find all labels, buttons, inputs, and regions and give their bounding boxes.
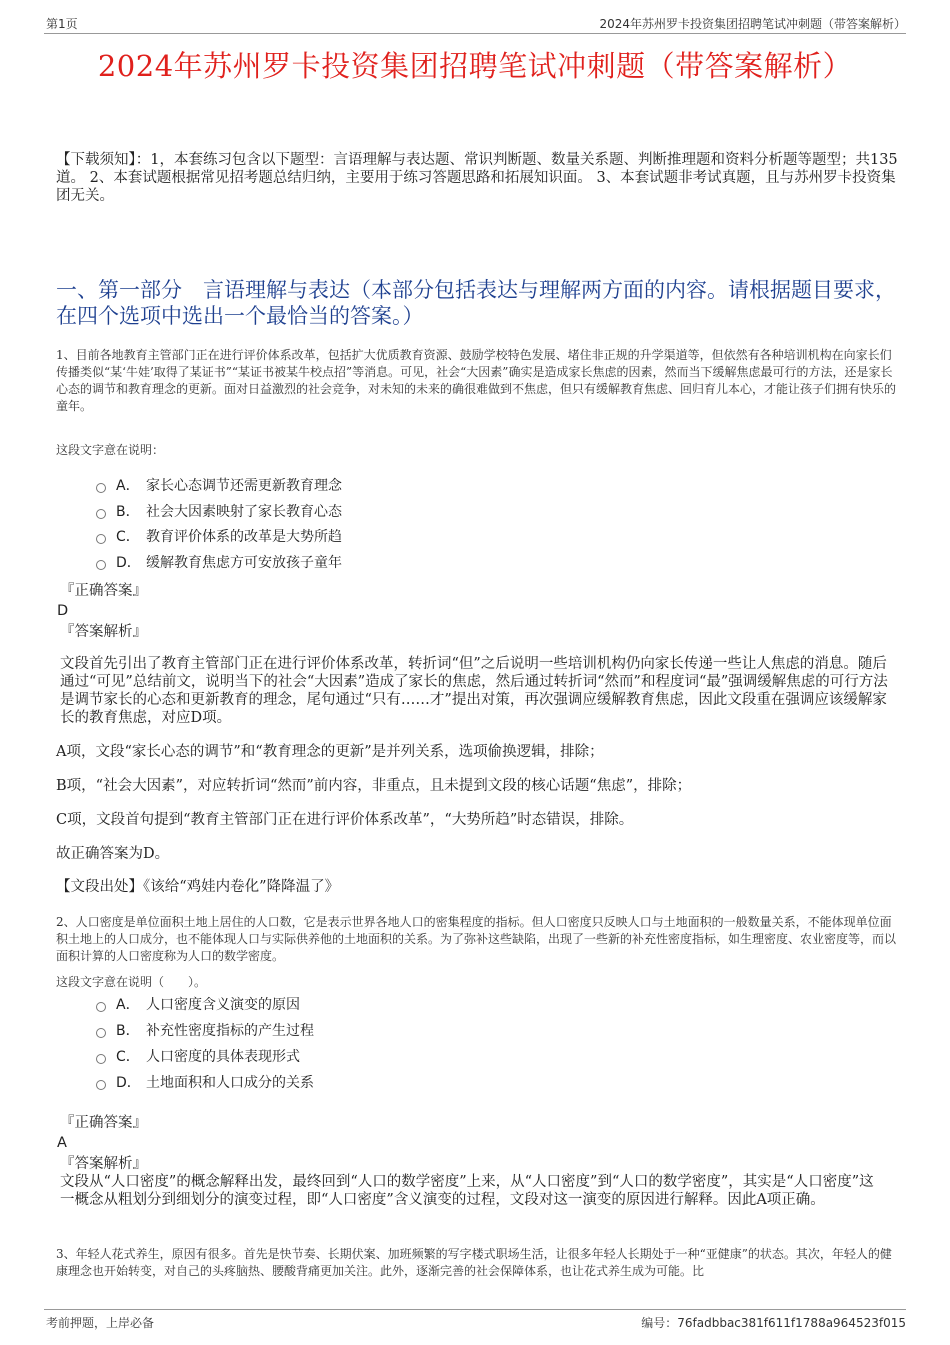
q1-option-d[interactable]: D． 缓解教育焦虑方可安放孩子童年 bbox=[96, 551, 342, 573]
radio-icon[interactable] bbox=[96, 560, 106, 570]
question-1-stem: 1、目前各地教育主管部门正在进行评价体系改革，包括扩大优质教育资源、鼓励学校特色发展、堵住非正规的升学渠道等，但依然有各种培训机构在向家长们传播类似“某‘牛娃’取得了某证书”“某证书被某牛校点招”等消息。可见，社会“大因素”确实是造成家长焦虑的因素，然而当下缓解焦虑最可行的方法，还是家长心态的调节和教育理念的更新。面对日益激烈的社会竞争，对未知的未来的确很难做到不焦虑，但只有缓解教育焦虑、回归育儿本心，才能让孩子们拥有快乐的童年。 bbox=[56, 348, 897, 413]
q2-analysis-label: 『答案解析』 bbox=[60, 1156, 147, 1172]
q2-analysis: 文段从“人口密度”的概念解释出发，最终回到“人口的数学密度”上来，从“人口密度”到“人口的数学密度”，其实是“人口密度”这一概念从粗划分到细划分的演变过程，即“人口密度”含义演变的过程，文段对这一演变的原因进行解释。因此A项正确。 bbox=[60, 1174, 874, 1208]
q2-option-a[interactable]: A． 人口密度含义演变的原因 bbox=[96, 993, 300, 1015]
page-number: 第1页 bbox=[46, 17, 78, 31]
question-2-stem: 2、人口密度是单位面积土地上居住的人口数，它是表示世界各地人口的密集程度的指标。但人口密度只反映人口与土地面积的一般数量关系，不能体现单位面积土地上的人口成分，也不能体现人口与实际供养他的土地面积的关系。为了弥补这些缺陷，出现了一些新的补充性密度指标，如生理密度、农业密度等，而以面积计算的人口密度称为人口的数学密度。 bbox=[56, 915, 897, 963]
q1-analysis: 文段首先引出了教育主管部门正在进行评价体系改革，转折词“但”之后说明一些培训机构仍向家长传递一些让人焦虑的消息。随后通过“可见”总结前文，说明当下的社会“大因素”造成了家长的焦虑，然后通过转折词“然而”和程度词“最”强调缓解焦虑的可行方法是调节家长的心态和更新教育的理念，尾句通过“只有……才”提出对策，再次强调应缓解教育焦虑，因此文段重在强调应该缓解家长的教育焦虑，对应D项。 bbox=[60, 656, 888, 726]
q1-option-c[interactable]: C． 教育评价体系的改革是大势所趋 bbox=[96, 525, 342, 547]
q2-option-b[interactable]: B． 补充性密度指标的产生过程 bbox=[96, 1019, 314, 1041]
header-rule bbox=[44, 33, 906, 34]
q1-source: 【文段出处】《该给“鸡娃内卷化”降降温了》 bbox=[56, 879, 340, 895]
footer-code: 编号：76fadbbac381f611f1788a964523f015 bbox=[641, 1316, 906, 1330]
radio-icon[interactable] bbox=[96, 509, 106, 519]
section-heading: 一、第一部分 言语理解与表达（本部分包括表达与理解两方面的内容。请根据题目要求，在四个选项中选出一个最恰当的答案。） bbox=[56, 278, 896, 328]
q2-answer: A bbox=[57, 1135, 67, 1151]
radio-icon[interactable] bbox=[96, 1054, 106, 1064]
q1-conclusion: 故正确答案为D。 bbox=[56, 846, 170, 862]
footer-rule bbox=[44, 1309, 906, 1310]
q2-option-d[interactable]: D． 土地面积和人口成分的关系 bbox=[96, 1071, 314, 1093]
radio-icon[interactable] bbox=[96, 1080, 106, 1090]
radio-icon[interactable] bbox=[96, 483, 106, 493]
radio-icon[interactable] bbox=[96, 1028, 106, 1038]
radio-icon[interactable] bbox=[96, 534, 106, 544]
q1-note-a: A项，文段“家长心态的调节”和“教育理念的更新”是并列关系，选项偷换逻辑，排除； bbox=[56, 744, 604, 760]
q1-answer: D bbox=[57, 603, 69, 619]
q2-option-c[interactable]: C． 人口密度的具体表现形式 bbox=[96, 1045, 300, 1067]
q1-option-b[interactable]: B． 社会大因素映射了家长教育心态 bbox=[96, 500, 342, 522]
radio-icon[interactable] bbox=[96, 1002, 106, 1012]
question-3-stem: 3、年轻人花式养生，原因有很多。首先是快节奏、长期伏案、加班频繁的写字楼式职场生活，让很多年轻人长期处于一种“亚健康”的状态。其次，年轻人的健康理念也开始转变，对自己的头疼脑热、腰酸背痛更加关注。此外，逐渐完善的社会保障体系，也让花式养生成为可能。比 bbox=[56, 1247, 892, 1278]
header-doc-title: 2024年苏州罗卡投资集团招聘笔试冲刺题（带答案解析） bbox=[599, 17, 906, 31]
question-2-prompt: 这段文字意在说明（ ）。 bbox=[56, 975, 207, 989]
q1-note-b: B项，“社会大因素”，对应转折词“然而”前内容，非重点，且未提到文段的核心话题“焦虑”，排除； bbox=[56, 778, 692, 794]
q1-note-c: C项，文段首句提到“教育主管部门正在进行评价体系改革”，“大势所趋”时态错误，排除。 bbox=[56, 812, 634, 828]
download-notice: 【下载须知】：1，本套练习包含以下题型：言语理解与表达题、常识判断题、数量关系题、判断推理题和资料分析题等题型；共135道。 2、本套试题根据常见招考题总结归纳，主要用于练习答题思路和拓展知识面。 3、本套试题非考试真题，且与苏州罗卡投资集团无关。 bbox=[56, 152, 898, 204]
footer-slogan: 考前押题，上岸必备 bbox=[46, 1316, 155, 1330]
q1-option-a[interactable]: A． 家长心态调节还需更新教育理念 bbox=[96, 474, 342, 496]
q1-answer-label: 『正确答案』 bbox=[60, 583, 147, 599]
q2-answer-label: 『正确答案』 bbox=[60, 1115, 147, 1131]
page-title: 2024年苏州罗卡投资集团招聘笔试冲刺题（带答案解析） bbox=[97, 49, 853, 83]
question-1-prompt: 这段文字意在说明： bbox=[56, 443, 165, 457]
q1-analysis-label: 『答案解析』 bbox=[60, 624, 147, 640]
